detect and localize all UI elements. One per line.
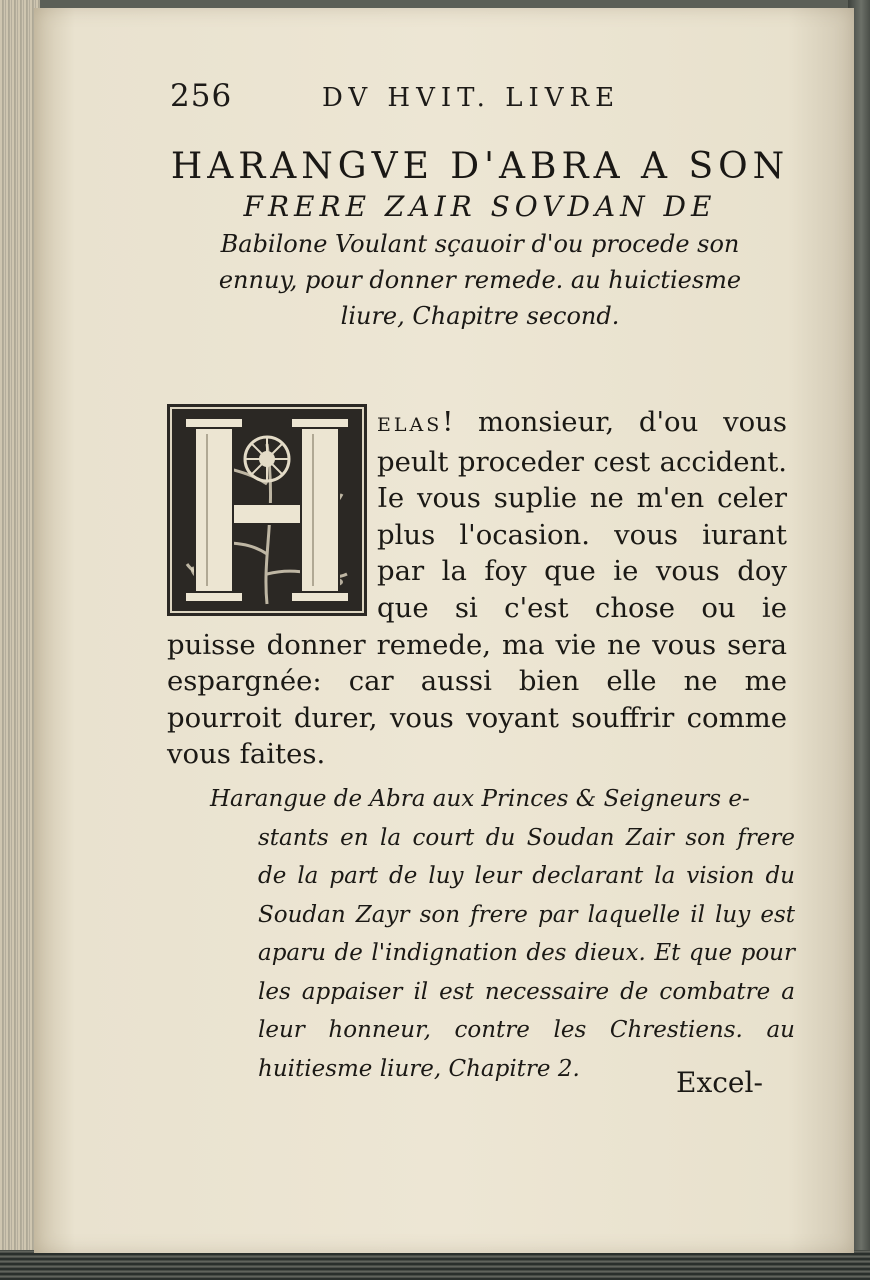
summary-text: stants en la court du Soudan Zair son frere de la part de luy leur declarant la vision du Soudan Zayr son frere par laquelle il luy est aparu de l'indignation des dieux. Et que pour les appaiser il est necessaire de combatre a leur honneur, contre les Chrestiens. au huitiesme liure, Chapitre 2. bbox=[258, 824, 795, 1082]
heading-rest-text: Babilone Voulant sçauoir d'ou procede son ennuy, pour donner remede. au huictiesme liure, Chapitre second. bbox=[218, 230, 742, 330]
decorated-initial-h-icon bbox=[167, 404, 367, 616]
harangue-body bbox=[167, 404, 787, 773]
heading-line-2: FRERE ZAIR SOVDAN DE bbox=[243, 190, 717, 223]
heading-line-1: HARANGVE D'ABRA A SON bbox=[170, 146, 790, 187]
catchword: Excel- bbox=[676, 1066, 763, 1099]
page-number: 256 bbox=[170, 78, 233, 114]
running-head: DV HVIT. LIVRE bbox=[322, 83, 621, 113]
summary-first-line: Harangue de Abra aux Princes & Seigneurs e- bbox=[210, 786, 750, 812]
heading-subtitle bbox=[165, 189, 795, 334]
initial-continuation: ELAS bbox=[377, 414, 443, 436]
chapter-heading bbox=[165, 145, 795, 334]
bottom-page-edges bbox=[0, 1250, 870, 1280]
body-text: ! monsieur, d'ou vous peult proceder cest accident. Ie vous suplie ne m'en celer plus l'ocasion. vous iurant par la foy que ie vous doy que si c'est chose ou ie puisse donner remede, ma vie ne vous sera espargnée: car aussi bien elle ne me pourroit durer, vous voyant souffrir comme vous faites. bbox=[167, 406, 787, 771]
chapter-summary bbox=[210, 780, 795, 1088]
